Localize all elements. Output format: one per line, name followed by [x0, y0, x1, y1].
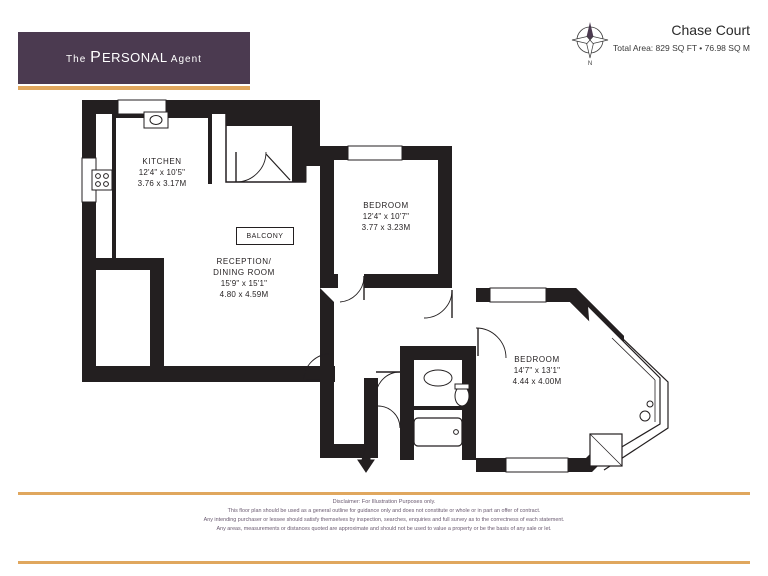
disclaimer-line-3: Any areas, measurements or distances quoted are approximate and should not be used to value a property or be the basis of any sale or let.: [216, 526, 552, 532]
reception-dim-imperial: 15'9" x 15'1": [220, 279, 268, 288]
brand-logo: [18, 32, 250, 84]
room-label-bedroom-2: [482, 354, 592, 387]
disclaimer-line-0: Disclaimer: For Illustration Purposes only.: [332, 499, 436, 505]
disclaimer-line-1: This floor plan should be used as a general outline for guidance only and does not constitute or whole or in part an offer of contract.: [227, 508, 541, 514]
room-label-kitchen: [114, 156, 210, 189]
bedroom1-name: BEDROOM: [363, 201, 409, 210]
bedroom2-dim-metric: 4.44 x 4.00M: [512, 377, 562, 386]
compass-rose-icon: [570, 20, 610, 66]
reception-dim-metric: 4.80 x 4.59M: [219, 290, 269, 299]
brand-suffix: Agent: [167, 54, 202, 65]
reception-name: RECEPTION/: [216, 257, 272, 266]
brand-main-initial: P: [90, 49, 102, 66]
footer-accent-rule-top: [18, 492, 750, 495]
floorplan-drawing: [0, 88, 768, 488]
kitchen-dim-metric: 3.76 x 3.17M: [137, 179, 187, 188]
page-title: Chase Court: [671, 22, 750, 38]
kitchen-name: KITCHEN: [142, 157, 182, 166]
brand-logo-text: [66, 49, 202, 67]
bedroom2-dim-imperial: 14'7" x 13'1": [513, 366, 561, 375]
balcony-label: BALCONY: [236, 227, 294, 245]
disclaimer-text: [0, 498, 768, 534]
room-label-bedroom-1: [332, 200, 440, 233]
disclaimer-line-2: Any intending purchaser or lessee should satisfy themselves by inspection, searches, enquiries and full survey as to the correctness of each statement.: [203, 517, 565, 523]
total-area-text: Total Area: 829 SQ FT • 76.98 SQ M: [613, 43, 750, 53]
kitchen-dim-imperial: 12'4" x 10'5": [138, 168, 186, 177]
brand-prefix: The: [66, 54, 91, 65]
room-label-reception: [186, 256, 302, 300]
brand-main-rest: ERSONAL: [101, 50, 168, 65]
footer-accent-rule-bottom: [18, 561, 750, 564]
bedroom1-dim-metric: 3.77 x 3.23M: [361, 223, 411, 232]
bedroom2-name: BEDROOM: [514, 355, 560, 364]
bedroom1-dim-imperial: 12'4" x 10'7": [362, 212, 410, 221]
svg-text:N: N: [587, 61, 593, 66]
header-title-block: [613, 22, 750, 53]
reception-name-2: DINING ROOM: [213, 268, 275, 277]
